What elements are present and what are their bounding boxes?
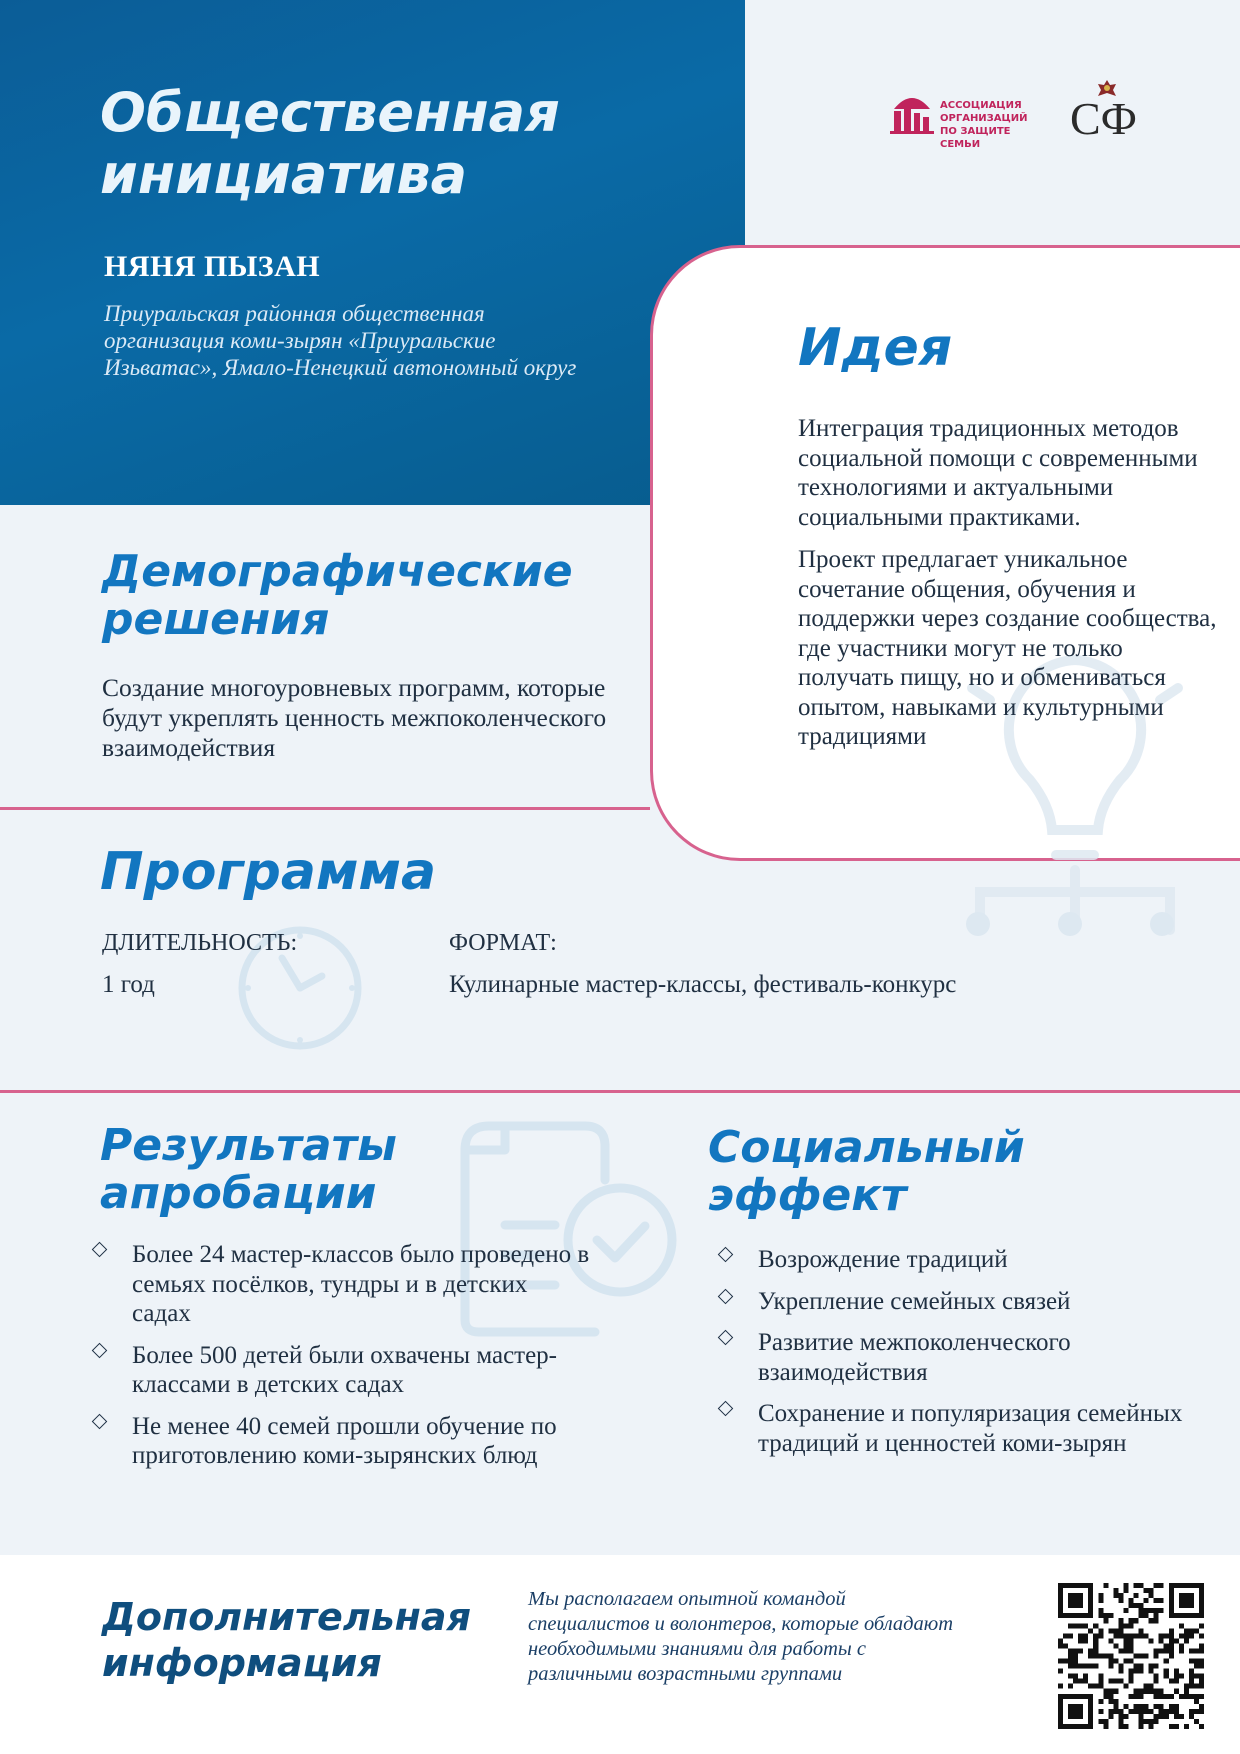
list-item: Более 500 детей были охвачены мастер-классами в детских садах [90, 1341, 590, 1400]
diamond-bullet-icon [718, 1330, 734, 1346]
idea-paragraph: Интеграция традиционных методов социальной помощи с современными технологиями и актуальными социальными практиками. [798, 415, 1198, 531]
qr-code-icon[interactable] [1058, 1583, 1204, 1729]
format-value: Кулинарные мастер-классы, фестиваль-конкурс [449, 971, 957, 998]
page-title: Общественная инициатива [100, 81, 560, 206]
diamond-bullet-icon [92, 1242, 108, 1258]
footer-text: Мы располагаем опытной командой специалистов и волонтеров, которые обладают необходимыми знаниями для работы с различными возрастными группами [528, 1588, 954, 1685]
list-item: Более 24 мастер-классов было проведено в семьях посёлков, тундры и в детских садах [90, 1240, 590, 1329]
sf-logo-text: СФ [1070, 93, 1138, 144]
results-title: Результаты апробации [100, 1120, 397, 1219]
list-item: Сохранение и популяризация семейных традиций и ценностей коми-зырян [716, 1399, 1186, 1458]
list-item: Развитие межпоколенческого взаимодействия [716, 1328, 1186, 1387]
association-logo [890, 85, 1040, 150]
demographics-title: Демографические решения [102, 546, 573, 645]
divider [0, 807, 650, 810]
diamond-bullet-icon [718, 1288, 734, 1304]
social-effect-title: Социальный эффект [708, 1122, 1025, 1221]
association-logo-text: АССОЦИАЦИЯ ОРГАНИЗАЦИЙ ПО ЗАЩИТЕ СЕМЬИ [940, 100, 1028, 150]
diamond-bullet-icon [718, 1247, 734, 1263]
list-item: Не менее 40 семей прошли обучение по приготовлению коми-зырянских блюд [90, 1412, 590, 1471]
list-item: Укрепление семейных связей [716, 1287, 1186, 1317]
diamond-bullet-icon [92, 1413, 108, 1429]
list-item: Возрождение традиций [716, 1245, 1186, 1275]
format-label: ФОРМАТ: [449, 930, 557, 956]
decorative-dots-icon [960, 910, 1190, 940]
program-title: Программа [100, 842, 437, 902]
association-logo-icon [890, 87, 934, 137]
diamond-bullet-icon [92, 1342, 108, 1358]
idea-paragraph: Проект предлагает уникальное сочетание общения, обучения и поддержки через создание сообщества, где участники могут не только получать пищу, но и обмениваться опытом, навыками и культурными традициями [798, 546, 1217, 750]
organization-text: Приуральская районная общественная организация коми-зырян «Приуральские Изьватас», Ямало-Ненецкий автономный округ [104, 301, 577, 380]
diamond-bullet-icon [718, 1401, 734, 1417]
sf-logo [1068, 78, 1148, 146]
footer-title: Дополнительная информация [102, 1595, 471, 1685]
duration-label: ДЛИТЕЛЬНОСТЬ: [102, 930, 298, 956]
duration-value: 1 год [102, 971, 155, 998]
social-effect-list [716, 1245, 1186, 1470]
demographics-text: Создание многоуровневых программ, которые будут укреплять ценность межпоколенческого взаимодействия [102, 673, 607, 762]
idea-title: Идея [798, 318, 953, 378]
initiative-name: НЯНЯ ПЫЗАН [104, 250, 321, 283]
results-list [90, 1240, 590, 1483]
idea-text [798, 414, 1218, 765]
divider [0, 1090, 1240, 1093]
